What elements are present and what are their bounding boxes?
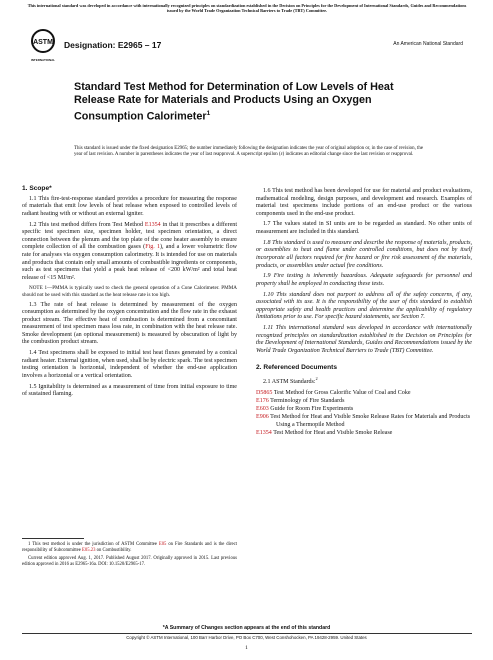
para-1-6: 1.6 This test method has been developed for use for material and product evaluations, mathematical modeling, design purposes, and development and research. Examples of material test specimens include portions of an end-use product or the various components used in the end-use product. (256, 188, 472, 217)
svg-text:ASTM: ASTM (33, 39, 53, 46)
fig-1-link[interactable]: Fig. 1 (145, 244, 161, 251)
reference-code-link[interactable]: E906 (256, 414, 269, 421)
footnote-edition: Current edition approved Aug. 1, 2017. Published August 2017. Originally approved in 2015. Last previous edition approved in 2016 as E2965-16a. DOI: 10.1520/E2965-17. (22, 555, 237, 567)
footnote-1-text-b: on Fire Standards and is the direct responsibility of Subcommittee (22, 542, 237, 553)
para-1-9: 1.9 Fire testing is inherently hazardous. Adequate safeguards for personnel and property shall be employed in conducting these tests. (256, 273, 472, 287)
footnotes (22, 542, 237, 570)
e1354-link[interactable]: E1354 (144, 221, 161, 228)
footnote-1-text-a: 1 This test method is under the jurisdiction of ASTM Committee (28, 542, 159, 547)
footnote-1-text-c: on Combustibility. (95, 547, 132, 553)
astm-logo-icon (30, 28, 56, 64)
para-1-8: 1.8 This standard is used to measure and describe the response of materials, products, or assemblies to heat and flame under controlled conditions, but does not by itself incorporate all factors required for fire hazard or fire risk assessment of the materials, products, or assemblies under actual fire conditions. (256, 239, 472, 269)
para-1-1: 1.1 This fire-test-response standard provides a procedure for measuring the response of materials that emit low levels of heat release when exposed to controlled levels of radiant heating with or without an external igniter. (22, 195, 237, 217)
para-1-4: 1.4 Test specimens shall be exposed to initial test heat fluxes generated by a conical radiant heater. External ignition, when used, shall be by electric spark. The test specimen testing orientation is horizontal, independent of whether the end-use application involves a horizontal or a vertical orientation. (22, 350, 237, 379)
copyright-line: Copyright © ASTM International, 100 Barr Harbor Drive, PO Box C700, West Conshohocken, PA 19428-2959. United States (126, 635, 367, 640)
para-1-5: 1.5 Ignitability is determined as a measurement of time from initial exposure to time of sustained flaming. (22, 383, 237, 398)
reference-item (256, 430, 472, 438)
para-1-7: 1.7 The values stated in SI units are to be regarded as standard. No other units of measurement are included in this standard. (256, 221, 472, 236)
reference-item (256, 390, 472, 398)
reference-title: Test Method for Gross Calorific Value of Coal and Coke (272, 390, 411, 397)
astm-standards-label: 2.1 ASTM Standards: (263, 379, 316, 386)
referenced-documents-heading: 2. Referenced Documents (256, 364, 337, 372)
reference-item (256, 406, 472, 414)
e05-link[interactable]: E05 (158, 542, 167, 547)
reference-code-link[interactable]: E603 (256, 406, 269, 413)
footnote-1 (22, 542, 237, 554)
designation-value: E2965 – 17 (117, 40, 162, 50)
reference-code-link[interactable]: E1354 (256, 429, 272, 436)
para-1-11: 1.11 This international standard was developed in accordance with internationally recognized principles on standardization established in the Decision on Principles for the Development of International Standards, Guides and Recommendations issued by the World Trade Organization Technical Barriers to Trade (TBT) Committee. (256, 325, 472, 354)
reference-item (256, 398, 472, 406)
title-text: Standard Test Method for Determination of Low Levels of Heat Release Rate for Materials and Products Using an Oxygen Consumption Calorimeter (74, 81, 394, 123)
right-column (256, 188, 472, 438)
para-1-2-text-c: ), and a lower volumetric flow rate for analyses via oxygen consumption calorimetry. It is intended for use on materials and products that contain only small amounts of combustible ingredients or components, such as test specimens that yield a peak heat release of <200 kW/m² and total heat release of <15 MJ/m². (22, 244, 237, 281)
para-1-10: 1.10 This standard does not purport to address all of the safety concerns, if any, associated with its use. It is the responsibility of the user of this standard to establish appropriate safety and health practices and determine the applicability of regulatory limitations prior to use. For specific hazard statements, see Section 7. (256, 291, 472, 321)
reference-title: Test Method for Heat and Visible Smoke Release Rates for Materials and Products Using a Thermopile Method (268, 414, 471, 428)
reference-title: Terminology of Fire Standards (268, 398, 345, 405)
svg-text:INTERNATIONAL: INTERNATIONAL (30, 58, 56, 62)
footnote-divider (22, 538, 84, 539)
e05-23-link[interactable]: E05.23 (82, 547, 96, 553)
page-number: 1 (245, 645, 248, 651)
designation (64, 40, 161, 50)
note-1: NOTE 1—PMMA is typically used to check the general operation of a Cone Calorimeter. PMMA should not be used with this standard as the heat release rate is too high. (22, 285, 237, 298)
reference-title: Guide for Room Fire Experiments (268, 406, 354, 413)
reference-item (256, 414, 472, 429)
para-1-2-text-a: 1.2 This test method differs from Test Method (29, 221, 145, 228)
scope-heading: 1. Scope* (22, 185, 52, 192)
reference-list (256, 390, 472, 437)
summary-of-changes-note: *A Summary of Changes section appears at the end of this standard (162, 625, 331, 631)
left-column (22, 185, 237, 402)
reference-code-link[interactable]: D5865 (256, 390, 273, 397)
para-1-3: 1.3 The rate of heat release is determined by measurement of the oxygen consumption as determined by the oxygen concentration and the flow rate in the exhaust product stream. The effective heat of combustion is determined from a concomitant measurement of test specimen mass loss rate, in combination with the heat release rate. Smoke development (an optional measurement) is measured by obscuration of light by the combustion product stream. (22, 301, 237, 346)
international-standard-notice: This international standard was developed in accordance with internationally recognized principles on standardization established in the Decision on Principles for the Development of International Standards, Guides and Recommendations issued by the World Trade Organization Technical Barriers to Trade (TBT) Committee. (27, 3, 467, 14)
title-footnote-mark: 1 (206, 110, 211, 118)
para-1-2-text-b: in that it prescribes a different specific test specimen size, specimen holder, test specimen orientation, a direct connection between the plenum and the top plate of the cone heater assembly to ensure complete collection of all the combustion gases ( (22, 221, 237, 251)
document-title (74, 81, 414, 124)
reference-code-link[interactable]: E176 (256, 398, 269, 405)
issuance-note: This standard is issued under the fixed designation E2965; the number immediately following the designation indicates the year of original adoption or, in the case of revision, the year of last revision. A number in parentheses indicates the year of last reapproval. A superscript epsilon (ε) indicates an editorial change since the last revision or reapproval. (74, 146, 423, 158)
designation-label: Designation: (64, 40, 116, 50)
astm-standards-footnote-mark: 2 (315, 376, 318, 382)
astm-standards-subheading (256, 375, 472, 387)
copyright-divider (22, 633, 472, 634)
para-1-2 (22, 222, 237, 282)
american-national-standard: An American National Standard (393, 41, 463, 47)
reference-title: Test Method for Heat and Visible Smoke Release (271, 429, 393, 436)
